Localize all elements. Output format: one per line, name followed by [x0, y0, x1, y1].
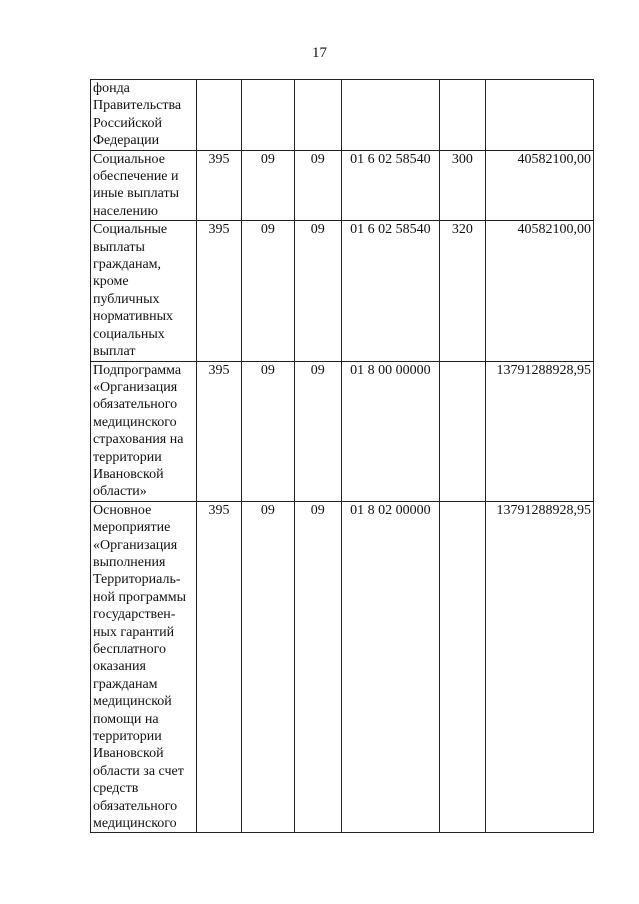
item-name-line: публичных: [93, 291, 160, 307]
item-name-line: Ивановской: [93, 466, 164, 482]
item-name-line: медицинской: [93, 694, 172, 710]
item-name-line: Основное: [93, 502, 152, 518]
item-name-cell: [91, 501, 197, 833]
admin-code-cell: 395: [196, 361, 241, 501]
amount-cell: 13791288928,95: [486, 501, 594, 833]
item-name-cell: [91, 80, 197, 151]
item-name-line: Территориаль-: [93, 572, 181, 588]
item-name-line: гражданам: [93, 676, 158, 692]
expense-type-cell: 300: [439, 150, 485, 221]
item-name-line: выплат: [93, 344, 136, 360]
admin-code-cell: [196, 80, 241, 151]
subsection-cell: 09: [294, 150, 341, 221]
table-row: [91, 361, 594, 501]
item-name-line: медицинского: [93, 816, 177, 832]
admin-code-cell: 395: [196, 221, 241, 361]
item-name-line: ных гарантий: [93, 624, 175, 640]
subsection-cell: [294, 80, 341, 151]
section-cell: 09: [242, 361, 294, 501]
item-name-line: фонда: [93, 81, 130, 96]
expense-type-cell: [439, 361, 485, 501]
budget-table: [90, 79, 594, 833]
item-name-line: социальных: [93, 326, 165, 342]
page-number: 17: [312, 45, 327, 61]
section-cell: [242, 80, 294, 151]
amount-cell: 40582100,00: [486, 221, 594, 361]
item-name-line: страхования на: [93, 432, 184, 448]
admin-code-cell: 395: [196, 501, 241, 833]
item-name-line: кроме: [93, 274, 129, 290]
item-name-line: выплаты: [93, 239, 145, 255]
expense-type-cell: 320: [439, 221, 485, 361]
section-cell: 09: [242, 501, 294, 833]
item-name-line: населению: [93, 203, 158, 219]
item-name-line: территории: [93, 729, 162, 745]
expense-type-cell: [439, 80, 485, 151]
admin-code-cell: 395: [196, 150, 241, 221]
item-name-cell: [91, 221, 197, 361]
table-row: [91, 80, 594, 151]
item-name-cell: [91, 361, 197, 501]
section-cell: 09: [242, 221, 294, 361]
table-body: [91, 80, 594, 833]
item-name-line: области за счет: [93, 763, 184, 779]
item-name-line: обеспечение и: [93, 169, 179, 185]
item-name-line: обязательного: [93, 397, 178, 413]
target-article-cell: 01 6 02 58540: [341, 150, 439, 221]
subsection-cell: 09: [294, 501, 341, 833]
item-name-cell: [91, 150, 197, 221]
item-name-line: средств: [93, 781, 139, 797]
section-cell: 09: [242, 150, 294, 221]
item-name-line: Подпрограмма: [93, 362, 182, 378]
item-name-line: гражданам,: [93, 257, 162, 273]
item-name-line: мероприятие: [93, 520, 171, 536]
item-name-line: помощи на: [93, 711, 159, 727]
table-row: [91, 221, 594, 361]
item-name-line: Федерации: [93, 133, 160, 149]
target-article-cell: 01 8 02 00000: [341, 501, 439, 833]
item-name-line: государствен-: [93, 607, 176, 623]
item-name-line: Правительства: [93, 98, 182, 114]
item-name-line: медицинского: [93, 414, 177, 430]
subsection-cell: 09: [294, 221, 341, 361]
item-name-line: «Организация: [93, 537, 178, 553]
item-name-line: Социальные: [93, 222, 168, 238]
item-name-line: ной программы: [93, 589, 187, 605]
item-name-line: территории: [93, 449, 162, 465]
amount-cell: 40582100,00: [486, 150, 594, 221]
item-name-line: выполнения: [93, 554, 166, 570]
item-name-line: области»: [93, 484, 147, 500]
expense-type-cell: [439, 501, 485, 833]
amount-cell: [486, 80, 594, 151]
item-name-line: «Организация: [93, 379, 178, 395]
item-name-line: иные выплаты: [93, 186, 179, 202]
target-article-cell: 01 6 02 58540: [341, 221, 439, 361]
item-name-line: Социальное: [93, 151, 165, 167]
item-name-line: оказания: [93, 659, 146, 675]
target-article-cell: 01 8 00 00000: [341, 361, 439, 501]
amount-cell: 13791288928,95: [486, 361, 594, 501]
subsection-cell: 09: [294, 361, 341, 501]
item-name-line: бесплатного: [93, 642, 167, 657]
item-name-line: нормативных: [93, 309, 174, 325]
table-row: [91, 150, 594, 221]
item-name-line: обязательного: [93, 798, 178, 814]
item-name-line: Российской: [93, 115, 162, 131]
item-name-line: Ивановской: [93, 746, 164, 762]
target-article-cell: [341, 80, 439, 151]
table-row: [91, 501, 594, 833]
